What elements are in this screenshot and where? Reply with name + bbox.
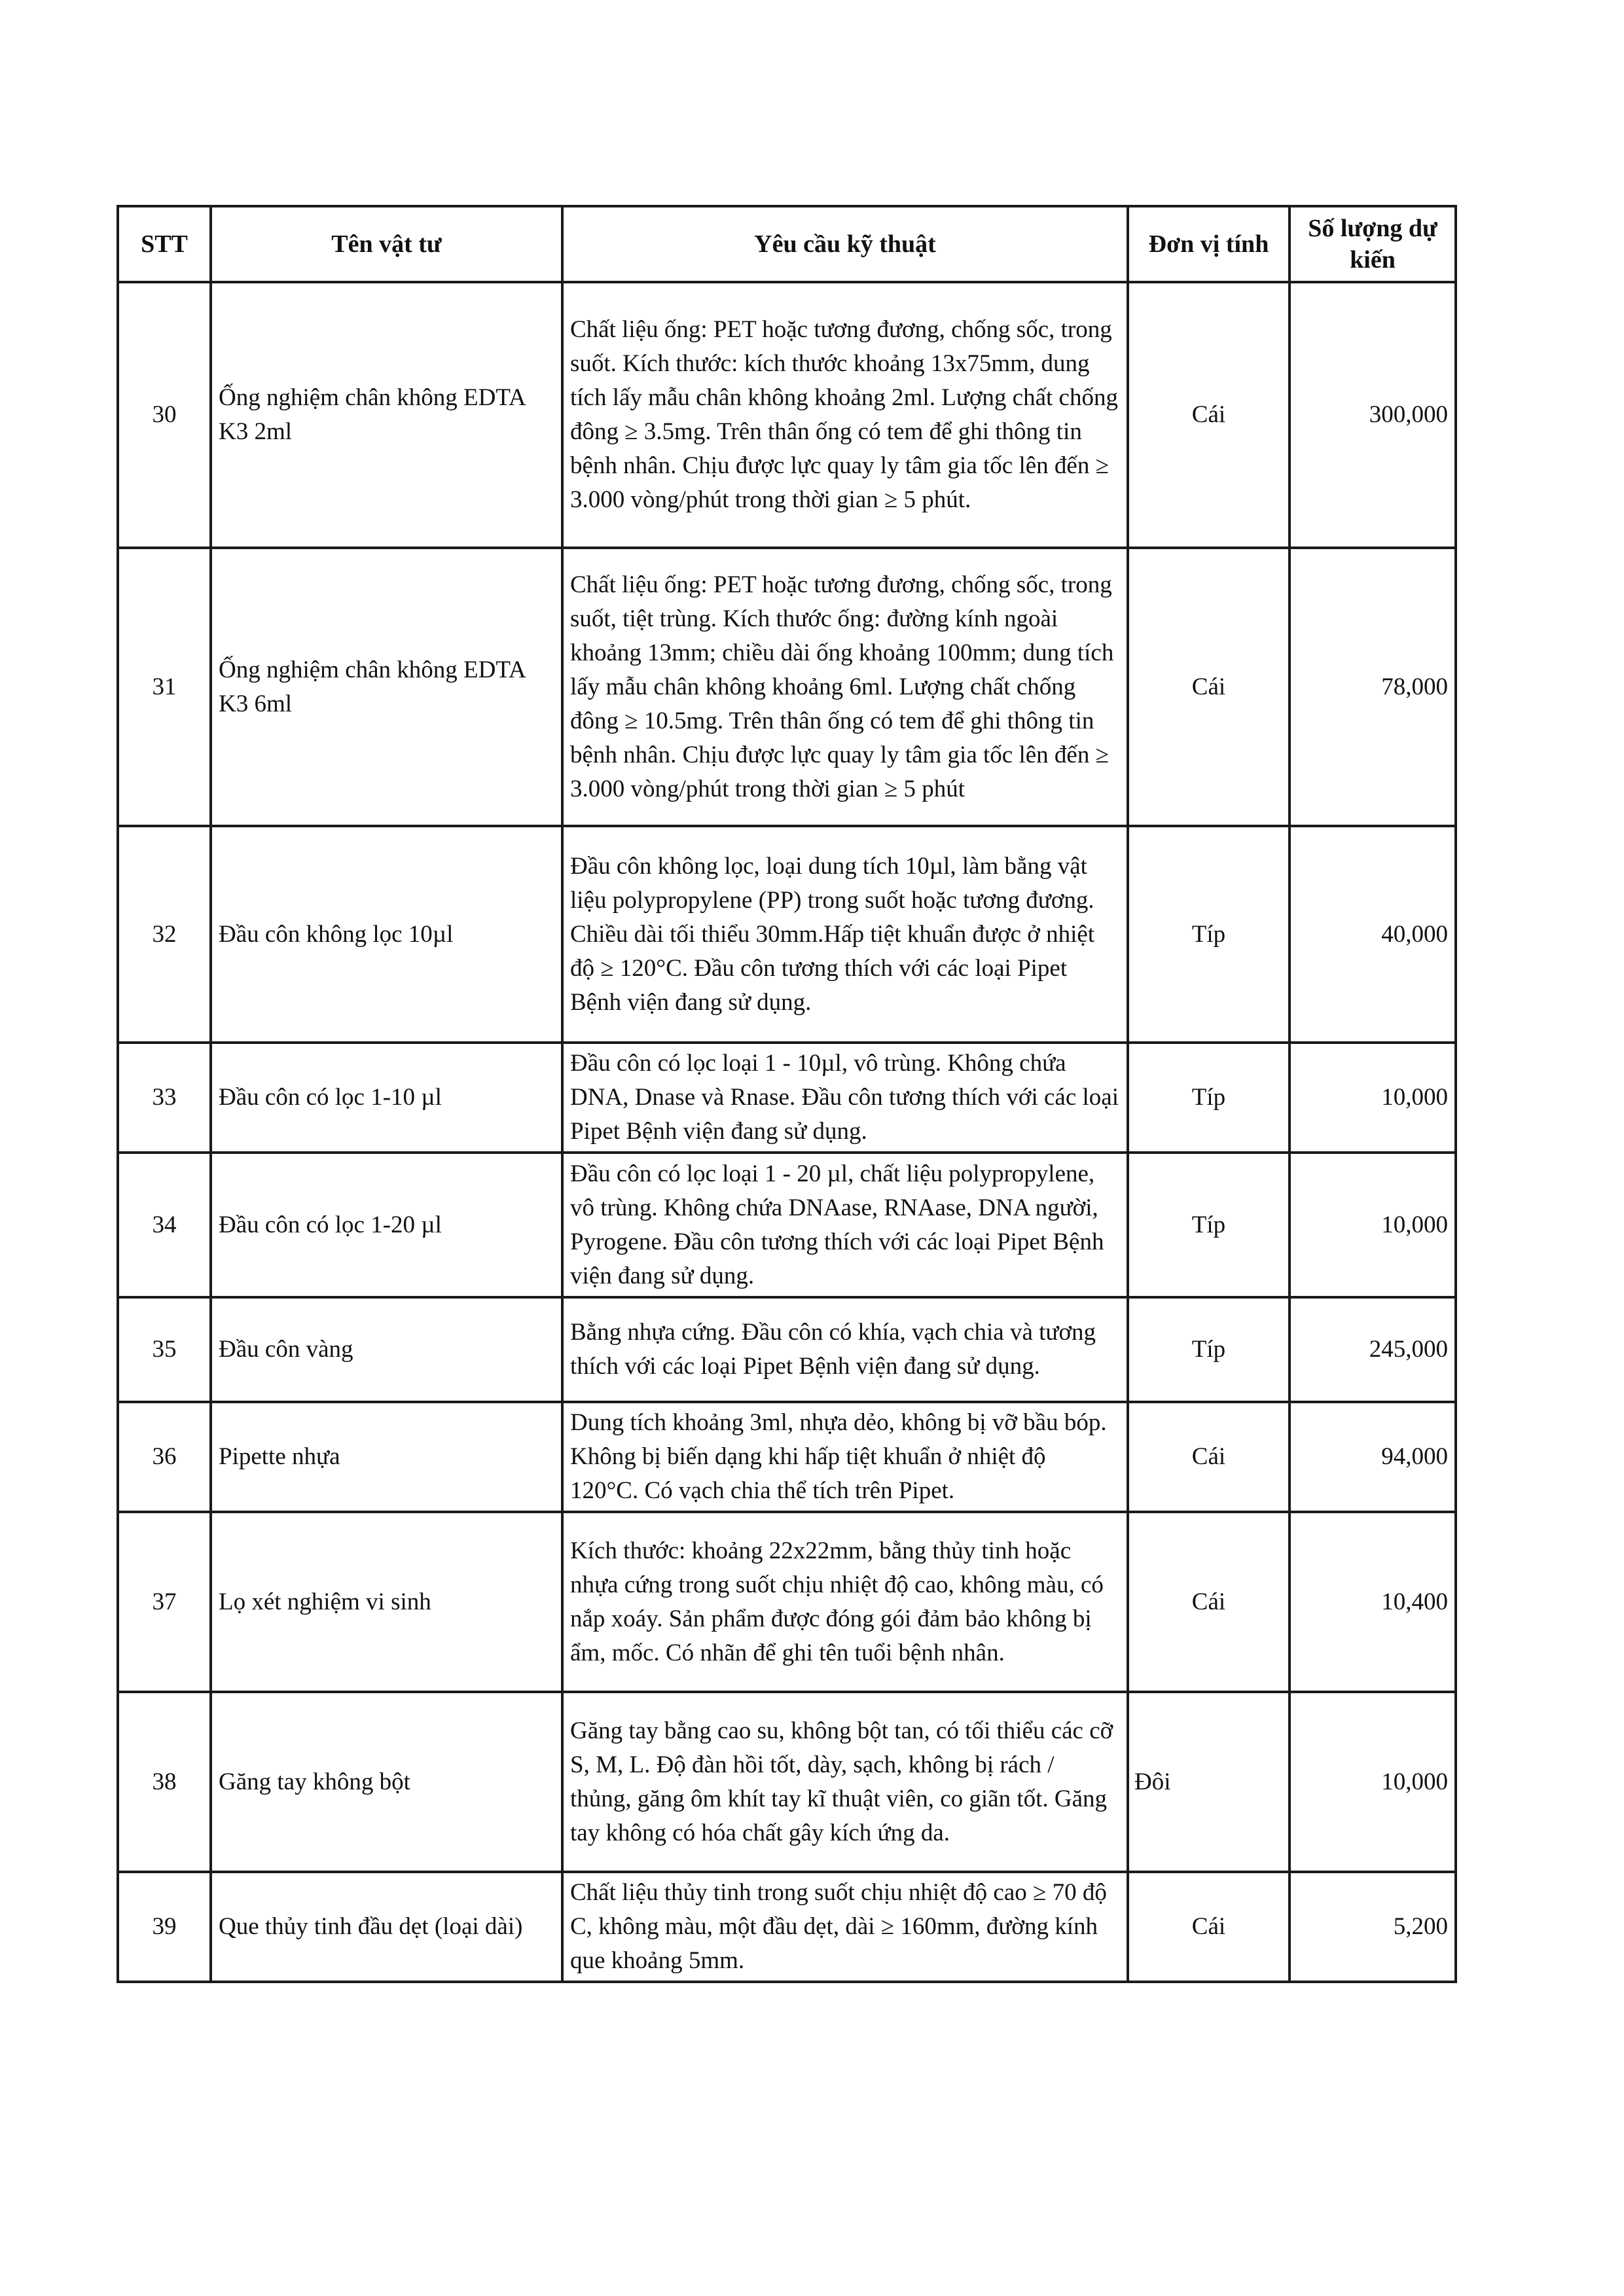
row-unit: Típ bbox=[1128, 826, 1290, 1043]
table-row bbox=[118, 1297, 1456, 1402]
row-unit: Đôi bbox=[1128, 1692, 1290, 1872]
row-stt: 39 bbox=[118, 1872, 211, 1982]
row-spec: Đầu côn không lọc, loại dung tích 10µl, làm bằng vật liệu polypropylene (PP) trong suốt hoặc tương đương. Chiều dài tối thiểu 30mm.Hấp tiệt khuẩn được ở nhiệt độ ≥ 120°C. Đầu côn tương thích với các loại Pipet Bệnh viện đang sử dụng. bbox=[562, 826, 1128, 1043]
row-qty: 300,000 bbox=[1290, 282, 1456, 548]
row-unit: Típ bbox=[1128, 1153, 1290, 1297]
row-unit: Cái bbox=[1128, 1872, 1290, 1982]
row-spec: Kích thước: khoảng 22x22mm, bằng thủy tinh hoặc nhựa cứng trong suốt chịu nhiệt độ cao, không màu, có nắp xoáy. Sản phẩm được đóng gói đảm bảo không bị ẩm, mốc. Có nhãn để ghi tên tuổi bệnh nhân. bbox=[562, 1512, 1128, 1692]
header-stt: STT bbox=[118, 206, 211, 282]
row-unit: Cái bbox=[1128, 1512, 1290, 1692]
header-unit: Đơn vị tính bbox=[1128, 206, 1290, 282]
row-name: Ống nghiệm chân không EDTA K3 6ml bbox=[211, 548, 562, 826]
row-name: Đầu côn có lọc 1-20 µl bbox=[211, 1153, 562, 1297]
row-qty: 94,000 bbox=[1290, 1402, 1456, 1512]
row-stt: 30 bbox=[118, 282, 211, 548]
row-name: Đầu côn vàng bbox=[211, 1297, 562, 1402]
row-name: Lọ xét nghiệm vi sinh bbox=[211, 1512, 562, 1692]
header-qty: Số lượng dự kiến bbox=[1290, 206, 1456, 282]
row-name: Que thủy tinh đầu dẹt (loại dài) bbox=[211, 1872, 562, 1982]
table-header-row bbox=[118, 206, 1456, 282]
row-name: Găng tay không bột bbox=[211, 1692, 562, 1872]
row-spec: Bằng nhựa cứng. Đầu côn có khía, vạch chia và tương thích với các loại Pipet Bệnh viện đang sử dụng. bbox=[562, 1297, 1128, 1402]
row-spec: Chất liệu thủy tinh trong suốt chịu nhiệt độ cao ≥ 70 độ C, không màu, một đầu dẹt, dài ≥ 160mm, đường kính que khoảng 5mm. bbox=[562, 1872, 1128, 1982]
row-spec: Đầu côn có lọc loại 1 - 20 µl, chất liệu polypropylene, vô trùng. Không chứa DNAase, RNAase, DNA người, Pyrogene. Đầu côn tương thích với các loại Pipet Bệnh viện đang sử dụng. bbox=[562, 1153, 1128, 1297]
table-row bbox=[118, 1512, 1456, 1692]
row-qty: 10,000 bbox=[1290, 1153, 1456, 1297]
table-row bbox=[118, 1153, 1456, 1297]
row-stt: 31 bbox=[118, 548, 211, 826]
row-spec: Găng tay bằng cao su, không bột tan, có tối thiểu các cỡ S, M, L. Độ đàn hồi tốt, dày, sạch, không bị rách / thủng, găng ôm khít tay kĩ thuật viên, co giãn tốt. Găng tay không có hóa chất gây kích ứng da. bbox=[562, 1692, 1128, 1872]
row-stt: 36 bbox=[118, 1402, 211, 1512]
header-spec: Yêu cầu kỹ thuật bbox=[562, 206, 1128, 282]
row-spec: Chất liệu ống: PET hoặc tương đương, chống sốc, trong suốt. Kích thước: kích thước khoảng 13x75mm, dung tích lấy mẫu chân không khoảng 2ml. Lượng chất chống đông ≥ 3.5mg. Trên thân ống có tem để ghi thông tin bệnh nhân. Chịu được lực quay ly tâm gia tốc lên đến ≥ 3.000 vòng/phút trong thời gian ≥ 5 phút. bbox=[562, 282, 1128, 548]
row-qty: 245,000 bbox=[1290, 1297, 1456, 1402]
row-unit: Típ bbox=[1128, 1297, 1290, 1402]
row-unit: Cái bbox=[1128, 548, 1290, 826]
header-name: Tên vật tư bbox=[211, 206, 562, 282]
table-row bbox=[118, 1692, 1456, 1872]
row-unit: Cái bbox=[1128, 282, 1290, 548]
table-row bbox=[118, 282, 1456, 548]
row-name: Đầu côn không lọc 10µl bbox=[211, 826, 562, 1043]
table-row bbox=[118, 1043, 1456, 1153]
row-stt: 35 bbox=[118, 1297, 211, 1402]
row-stt: 37 bbox=[118, 1512, 211, 1692]
row-qty: 10,000 bbox=[1290, 1043, 1456, 1153]
row-name: Ống nghiệm chân không EDTA K3 2ml bbox=[211, 282, 562, 548]
row-qty: 10,000 bbox=[1290, 1692, 1456, 1872]
supplies-table bbox=[117, 205, 1457, 1983]
row-stt: 38 bbox=[118, 1692, 211, 1872]
row-qty: 10,400 bbox=[1290, 1512, 1456, 1692]
row-spec: Chất liệu ống: PET hoặc tương đương, chống sốc, trong suốt, tiệt trùng. Kích thước ống: đường kính ngoài khoảng 13mm; chiều dài ống khoảng 100mm; dung tích lấy mẫu chân không khoảng 6ml. Lượng chất chống đông ≥ 10.5mg. Trên thân ống có tem để ghi thông tin bệnh nhân. Chịu được lực quay ly tâm gia tốc lên đến ≥ 3.000 vòng/phút trong thời gian ≥ 5 phút bbox=[562, 548, 1128, 826]
table-row bbox=[118, 1872, 1456, 1982]
row-spec: Dung tích khoảng 3ml, nhựa dẻo, không bị vỡ bầu bóp. Không bị biến dạng khi hấp tiệt khuẩn ở nhiệt độ 120°C. Có vạch chia thể tích trên Pipet. bbox=[562, 1402, 1128, 1512]
row-stt: 33 bbox=[118, 1043, 211, 1153]
table-row bbox=[118, 826, 1456, 1043]
row-stt: 34 bbox=[118, 1153, 211, 1297]
row-name: Đầu côn có lọc 1-10 µl bbox=[211, 1043, 562, 1153]
row-unit: Típ bbox=[1128, 1043, 1290, 1153]
row-qty: 5,200 bbox=[1290, 1872, 1456, 1982]
table-row bbox=[118, 548, 1456, 826]
row-unit: Cái bbox=[1128, 1402, 1290, 1512]
row-qty: 40,000 bbox=[1290, 826, 1456, 1043]
row-name: Pipette nhựa bbox=[211, 1402, 562, 1512]
table-row bbox=[118, 1402, 1456, 1512]
row-spec: Đầu côn có lọc loại 1 - 10µl, vô trùng. Không chứa DNA, Dnase và Rnase. Đầu côn tương thích với các loại Pipet Bệnh viện đang sử dụng. bbox=[562, 1043, 1128, 1153]
row-stt: 32 bbox=[118, 826, 211, 1043]
row-qty: 78,000 bbox=[1290, 548, 1456, 826]
